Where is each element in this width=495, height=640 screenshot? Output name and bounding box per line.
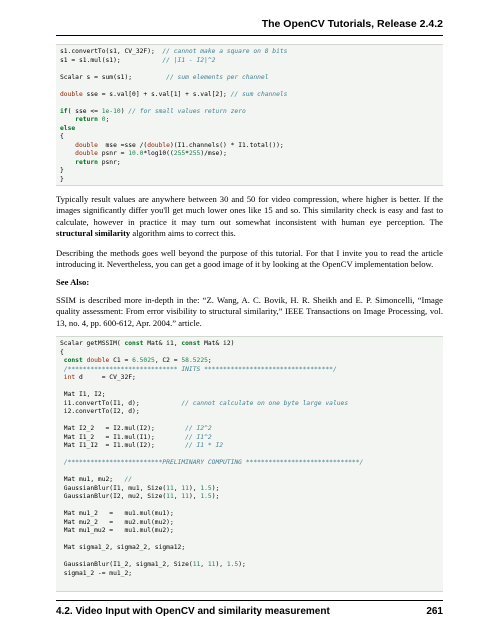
code-token: // [124, 476, 133, 483]
footer-section-title: 4.2. Video Input with OpenCV and similarity measurement [56, 606, 330, 617]
see-also-heading: See Also: [56, 277, 90, 287]
code-line [60, 417, 439, 426]
code-token: GaussianBlur(I2, mu2, Size( [60, 493, 167, 500]
code-token: s1.convertTo(s1, CV_32F); [60, 48, 163, 55]
code-line [60, 125, 439, 134]
code-line [60, 459, 439, 468]
code-token: Mat& i1, [143, 340, 182, 347]
code-line [60, 57, 439, 66]
code-token: double [147, 141, 170, 149]
code-token: Scalar s = sum(s1); [60, 73, 167, 81]
code-token: Mat I2_2 = I2.mul(I2); [60, 425, 186, 432]
code-token: , [200, 561, 208, 568]
code-token: // |I1 - I2|^2 [162, 56, 216, 64]
code-token: Mat I1_2 = I1.mul(I1); [60, 433, 186, 441]
code-token: /***************************** INITS **********************************/ [63, 365, 337, 373]
code-line [60, 383, 439, 392]
code-line [60, 485, 439, 494]
code-line [60, 65, 439, 74]
code-line [60, 340, 439, 349]
code-token: mse =sse /( [97, 141, 148, 149]
code-token: Mat& i2) [200, 340, 235, 347]
code-token: 11 [181, 493, 189, 500]
code-token: // I1 * I2 [185, 442, 224, 449]
paragraph-methods: Describing the methods goes well beyond the purpose of this tutorial. For that I invite you to read the article introducing it. Nevertheless, you can get a good image of it by looking at the OpenCV implementation below. [56, 248, 443, 270]
code-line [60, 468, 439, 477]
code-token: *log10(( [143, 150, 174, 157]
code-token: return [75, 116, 98, 123]
code-token: , C2 = [154, 357, 182, 364]
code-token: return [75, 158, 98, 166]
code-token: 255 [173, 150, 186, 157]
code-line [60, 510, 439, 519]
code-token: 58.5225 [181, 357, 208, 364]
code-line [60, 493, 439, 502]
code-line [60, 349, 439, 358]
code-token: 1.5 [200, 493, 212, 500]
code-token: Mat mu1, mu2; [60, 476, 125, 483]
code-line [60, 374, 439, 383]
code-token: // cannot calculate on one byte large values [181, 399, 349, 407]
code-line [60, 425, 439, 434]
para1-bold-term: structural similarity [56, 228, 131, 239]
code-token: else [60, 124, 76, 132]
code-line [60, 570, 439, 579]
code-line [60, 366, 439, 375]
code-token: ), [188, 493, 201, 500]
code-line [60, 99, 439, 108]
code-token: 1.5 [226, 561, 239, 568]
code-token: if [60, 107, 68, 115]
code-line [60, 167, 439, 176]
code-token: ), [188, 484, 201, 492]
code-token: GaussianBlur(I1_2, sigma1_2, Size( [60, 561, 193, 568]
code-line [60, 476, 439, 485]
code-token: Mat I1, I2; [60, 391, 106, 398]
code-token: { [60, 133, 64, 140]
code-token: ; [207, 357, 212, 364]
code-token: 6.5025 [132, 357, 155, 364]
code-line [60, 116, 439, 125]
code-token: i1.convertTo(I1, d); [60, 399, 182, 407]
code-token: } [60, 167, 64, 174]
code-token: d = CV_32F; [75, 374, 136, 381]
code-token: C1 = [109, 357, 133, 364]
code-token: // sum elements per channel [166, 73, 269, 81]
code-token: )/mse); [200, 150, 227, 157]
code-line [60, 150, 439, 159]
code-token: ; [105, 116, 110, 123]
code-line [60, 536, 439, 545]
code-token: psnr; [97, 158, 121, 166]
code-token: ); [238, 561, 246, 568]
code-token: 11 [166, 484, 174, 492]
page-number: 261 [426, 606, 443, 617]
code-token: 11 [166, 493, 174, 500]
code-token: ); [211, 493, 220, 500]
code-token: * [185, 150, 189, 157]
code-line [60, 553, 439, 562]
code-token [60, 150, 75, 157]
code-line [60, 176, 439, 185]
code-line [60, 91, 439, 100]
code-line [60, 434, 439, 443]
code-token: sse = s.val[0] + s.val[1] + s.val[2]; [82, 90, 231, 98]
header-rule [56, 35, 443, 36]
code-token: // for small values return zero [128, 107, 246, 115]
code-token: // I2^2 [185, 425, 212, 432]
code-token: const [124, 340, 144, 347]
code-line [60, 442, 439, 451]
code-token: Mat sigma1_2, sigma2_2, sigma12; [60, 544, 186, 551]
code-line [60, 133, 439, 142]
code-line [60, 451, 439, 460]
code-token: 10.0 [128, 150, 144, 157]
code-token: ) [120, 107, 129, 115]
footer-rule [56, 600, 443, 601]
code-line [60, 142, 439, 151]
code-token: Mat mu2_2 = mu2.mul(mu2); [60, 518, 174, 526]
code-line [60, 108, 439, 117]
code-line [60, 400, 439, 409]
code-line [60, 48, 439, 57]
code-token: double [75, 150, 98, 157]
code-token: 11 [207, 561, 216, 568]
code-token: double [86, 357, 110, 364]
code-token: // cannot make a square on 8 bits [162, 48, 288, 55]
para1-text-b: algorithm aims to correct this. [130, 228, 236, 239]
code-token: const [63, 357, 83, 364]
code-line [60, 527, 439, 536]
code-token: psnr = [97, 150, 129, 157]
code-token: , [173, 493, 182, 500]
code-token: ), [215, 561, 227, 568]
code-token: 0 [101, 116, 106, 123]
page-header: The OpenCV Tutorials, Release 2.4.2 [261, 18, 443, 30]
code-token: Mat mu1_mu2 = mu1.mul(mu2); [60, 527, 174, 534]
code-token [60, 116, 75, 123]
code-line [60, 391, 439, 400]
code-token: ); [211, 484, 220, 492]
code-token: 255 [188, 150, 201, 157]
code-token: ( sse <= [67, 107, 102, 115]
code-token: Mat mu1_2 = mu1.mul(mu1); [60, 510, 174, 517]
code-line [60, 519, 439, 528]
code-token: /*************************PRELIMINARY COMPUTING ******************************/ [63, 459, 364, 466]
code-line [60, 502, 439, 511]
code-token: // I1^2 [185, 433, 212, 441]
code-token: , [173, 484, 182, 492]
code-block-psnr [56, 44, 443, 186]
code-token: // sum channels [230, 90, 288, 98]
code-token: { [60, 348, 64, 356]
code-token [60, 159, 75, 166]
code-token: 1e-10 [101, 107, 121, 115]
code-token: double [60, 90, 83, 98]
code-token: sigma1_2 -= mu1_2; [60, 569, 133, 577]
code-token [60, 142, 75, 149]
code-block-ssim [56, 336, 443, 592]
code-line [60, 544, 439, 553]
para1-text-a: Typically result values are anywhere between 30 and 50 for video compression, where higher is better. If the images significantly differ you'll get much lower ones like 15 and so. This similarity check is easy and fast to calculate, however in practice it may turn out somewhat inconsistent with human eye perception. The [56, 194, 443, 227]
code-line [60, 159, 439, 168]
code-token: const [181, 340, 201, 347]
code-token: 1.5 [200, 484, 212, 492]
code-token: } [60, 175, 64, 183]
code-token: Scalar getMSSIM( [60, 340, 125, 347]
code-token: GaussianBlur(I1, mu1, Size( [60, 484, 167, 492]
code-line [60, 561, 439, 570]
code-token: s1 = s1.mul(s1); [60, 56, 163, 64]
code-line [60, 82, 439, 91]
code-token: int [63, 374, 76, 381]
code-token: i2.convertTo(I2, d); [60, 408, 140, 415]
code-token: Mat I1_I2 = I1.mul(I2); [60, 442, 186, 449]
code-token: double [75, 141, 98, 149]
paragraph-ssim-reference: SSIM is described more in-depth in the: “Z. Wang, A. C. Bovik, H. R. Sheikh and E. P. Simoncelli, “Image quality assessment: From error visibility to structural similarity,” IEEE Transactions on Image Processing, vol. 13, no. 4, pp. 600-612, Apr. 2004.” article. [56, 295, 443, 328]
code-line [60, 408, 439, 417]
code-token: 11 [192, 561, 201, 568]
paragraph-psnr-results [56, 194, 443, 240]
code-token: 11 [181, 484, 189, 492]
code-line [60, 74, 439, 83]
code-token: )(I1.channels() * I1.total()); [169, 141, 284, 149]
code-line [60, 357, 439, 366]
